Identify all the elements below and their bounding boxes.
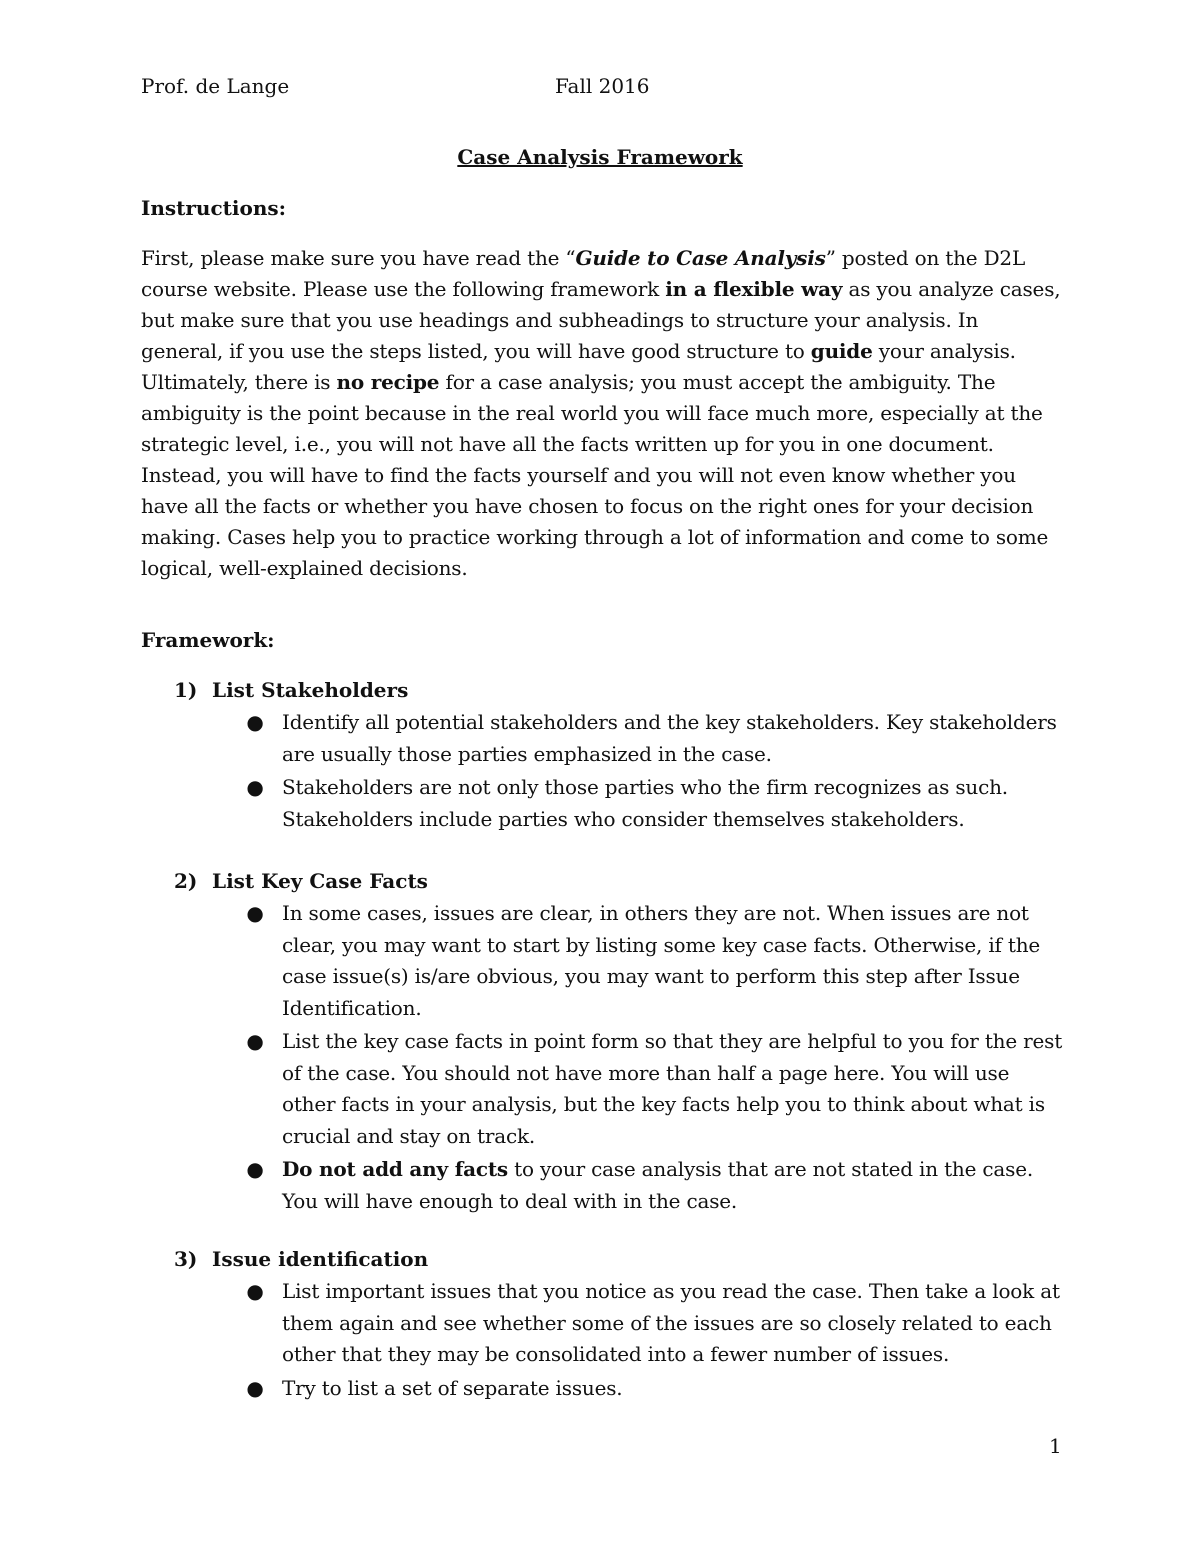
text-run: Identify all potential stakeholders and the key stakeholders. Key stakeholders are usually those parties emphasized in the case.: [282, 710, 1057, 766]
bullet-icon: ●: [246, 1157, 264, 1181]
bullet-icon: ●: [246, 1029, 264, 1053]
framework-item-3-bullets: [245, 1276, 1065, 1406]
emphasis-text: in a flexible way: [665, 277, 843, 301]
item-title: Issue identification: [212, 1247, 429, 1271]
item-number: 1): [174, 678, 198, 702]
item-number: 3): [174, 1247, 198, 1271]
bullet-icon: ●: [246, 775, 264, 799]
item-title: List Stakeholders: [212, 678, 409, 702]
text-run: In some cases, issues are clear, in others they are not. When issues are not clear, you may want to start by listing some key case facts. Otherwise, if the case issue(s) is/are obvious, you may want to perform this step after Issue Identification.: [282, 901, 1041, 1020]
text-run: Try to list a set of separate issues.: [282, 1375, 623, 1400]
framework-item-1-heading: [174, 676, 408, 704]
bullet-item: [245, 1373, 1065, 1405]
emphasis-text: no recipe: [336, 370, 440, 394]
text-run: to your case analysis that are not stated in the case. You will have enough to deal with in the case.: [282, 1157, 1033, 1213]
text-run: List the key case facts in point form so that they are helpful to you for the rest of the case. You should not have more than half a page here. You will use other facts in your analysis, but the key facts help you to think about what is crucial and stay on track.: [282, 1029, 1063, 1148]
bullet-item: [245, 898, 1065, 1024]
bullet-item: [245, 772, 1065, 835]
bullet-icon: ●: [246, 710, 264, 734]
header-term: Fall 2016: [555, 74, 650, 98]
text-run: First, please make sure you have read the “: [141, 246, 576, 270]
emphasis-text: Do not add any facts: [282, 1157, 508, 1181]
framework-label: Framework:: [141, 628, 275, 652]
instructions-label: Instructions:: [141, 196, 287, 220]
bullet-icon: ●: [246, 1375, 264, 1400]
bullet-icon: ●: [246, 901, 264, 925]
text-run: as you analyze cases, but make sure that you use headings and subheadings to structure your analysis. In general, if you use the steps listed, you will have good structure to: [141, 277, 1061, 363]
text-run: for a case analysis; you must accept the ambiguity. The ambiguity is the point because in the real world you will face much more, especially at the strategic level, i.e., you will not have all the facts written up for you in one document. Instead, you will have to find the facts yourself and you will not even know whether you have all the facts or whether you have chosen to focus on the right ones for your decision making. Cases help you to practice working through a lot of information and come to some logical, well-explained decisions.: [141, 370, 1049, 580]
emphasis-text: Guide to Case Analysis: [575, 246, 826, 270]
instructions-paragraph: [141, 243, 1061, 584]
bullet-icon: ●: [246, 1279, 264, 1303]
emphasis-text: guide: [810, 339, 873, 363]
text-run: List important issues that you notice as you read the case. Then take a look at them again and see whether some of the issues are so closely related to each other that they may be consolidated into a fewer number of issues.: [282, 1279, 1060, 1366]
header-author: Prof. de Lange: [141, 74, 290, 98]
framework-item-2-heading: [174, 867, 428, 895]
text-run: ” posted on the D2L course website. Please use the following framework: [141, 246, 1026, 301]
item-title: List Key Case Facts: [212, 869, 428, 893]
page-number: 1: [1049, 1434, 1062, 1458]
bullet-item: [245, 1276, 1065, 1371]
framework-item-1-bullets: [245, 707, 1065, 837]
text-run: Stakeholders are not only those parties who the firm recognizes as such. Stakeholders include parties who consider themselves stakeholders.: [282, 775, 1008, 831]
framework-item-2-bullets: [245, 898, 1065, 1219]
bullet-item: [245, 1154, 1065, 1217]
framework-item-3-heading: [174, 1245, 428, 1273]
document-title: Case Analysis Framework: [457, 145, 743, 169]
text-run: your analysis. Ultimately, there is: [141, 339, 1016, 394]
bullet-item: [245, 707, 1065, 770]
item-number: 2): [174, 869, 198, 893]
bullet-item: [245, 1026, 1065, 1152]
